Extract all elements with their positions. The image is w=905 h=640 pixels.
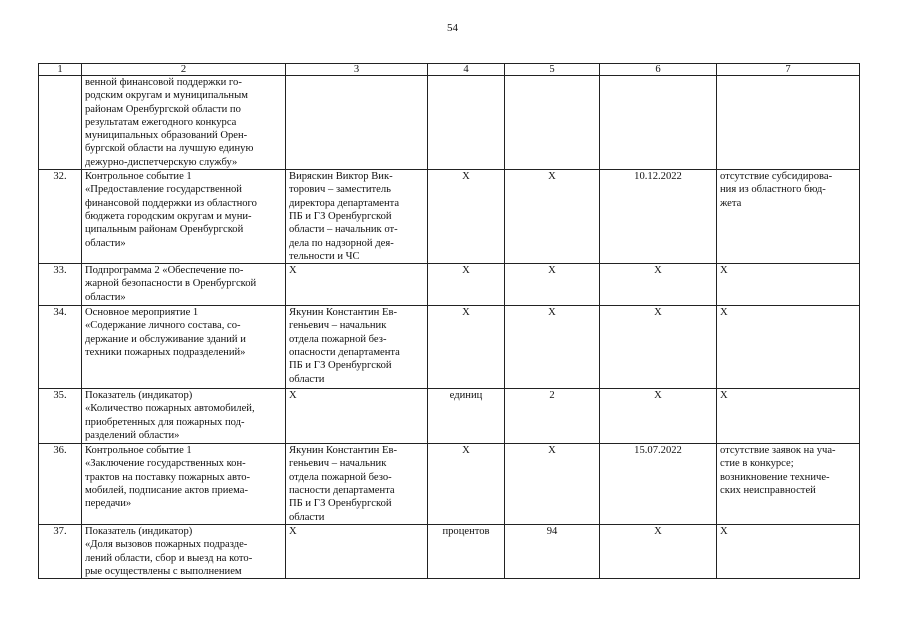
row-responsible: Якунин Константин Ев- геньевич – начальник отдела пожарной без- опасности департамента ПБ и ГЗ Оренбургской области <box>286 306 428 389</box>
row-date: Х <box>600 306 717 389</box>
row-number: 33. <box>39 264 82 306</box>
table-row <box>39 306 860 389</box>
column-header: 4 <box>428 64 505 76</box>
column-header: 7 <box>717 64 860 76</box>
row-responsible: Х <box>286 264 428 306</box>
row-number <box>39 76 82 170</box>
row-value: Х <box>505 170 600 264</box>
row-responsible: Виряскин Виктор Вик- торович – заместитель директора департамента ПБ и ГЗ Оренбургской области – начальник от- дела по надзорной дея- тельности и ЧС <box>286 170 428 264</box>
row-risk: отсутствие субсидирова- ния из областного бюд- жета <box>717 170 860 264</box>
row-date <box>600 76 717 170</box>
row-unit: единиц <box>428 389 505 444</box>
row-name: Подпрограмма 2 «Обеспечение по- жарной безопасности в Оренбургской области» <box>82 264 286 306</box>
row-number: 34. <box>39 306 82 389</box>
row-number: 37. <box>39 525 82 579</box>
row-date: Х <box>600 525 717 579</box>
row-value <box>505 76 600 170</box>
column-header: 2 <box>82 64 286 76</box>
row-risk: Х <box>717 525 860 579</box>
row-value: 2 <box>505 389 600 444</box>
row-date: Х <box>600 389 717 444</box>
row-value: Х <box>505 306 600 389</box>
table-row <box>39 525 860 579</box>
row-unit: Х <box>428 306 505 389</box>
header-row <box>39 64 860 76</box>
row-unit <box>428 76 505 170</box>
page-number: 54 <box>447 22 458 34</box>
row-value: 94 <box>505 525 600 579</box>
table-row <box>39 264 860 306</box>
row-responsible: Х <box>286 525 428 579</box>
column-header: 1 <box>39 64 82 76</box>
row-date: Х <box>600 264 717 306</box>
table-row <box>39 170 860 264</box>
row-date: 15.07.2022 <box>600 444 717 525</box>
row-risk <box>717 76 860 170</box>
row-name: Контрольное событие 1 «Предоставление государственной финансовой поддержки из областного бюджета городским округам и муни- ципальным районам Оренбургской области» <box>82 170 286 264</box>
row-unit: Х <box>428 264 505 306</box>
row-name: Показатель (индикатор) «Доля вызовов пожарных подразде- лений области, сбор и выезд на кото- рые осуществлены с выполнением <box>82 525 286 579</box>
row-name: Контрольное событие 1 «Заключение государственных кон- трактов на поставку пожарных авто- мобилей, подписание актов приема- передачи» <box>82 444 286 525</box>
row-responsible: Х <box>286 389 428 444</box>
table-row <box>39 76 860 170</box>
column-header: 6 <box>600 64 717 76</box>
table-row <box>39 389 860 444</box>
row-number: 36. <box>39 444 82 525</box>
column-header: 5 <box>505 64 600 76</box>
row-unit: Х <box>428 444 505 525</box>
row-value: Х <box>505 264 600 306</box>
row-name: Показатель (индикатор) «Количество пожарных автомобилей, приобретенных для пожарных под- разделений области» <box>82 389 286 444</box>
row-number: 32. <box>39 170 82 264</box>
row-risk: Х <box>717 389 860 444</box>
row-risk: Х <box>717 306 860 389</box>
table-row <box>39 444 860 525</box>
row-name: Основное мероприятие 1 «Содержание личного состава, со- держание и обслуживание зданий и техники пожарных подразделений» <box>82 306 286 389</box>
row-value: Х <box>505 444 600 525</box>
row-date: 10.12.2022 <box>600 170 717 264</box>
row-responsible <box>286 76 428 170</box>
row-responsible: Якунин Константин Ев- геньевич – начальник отдела пожарной безо- пасности департамента ПБ и ГЗ Оренбургской области <box>286 444 428 525</box>
column-header: 3 <box>286 64 428 76</box>
row-number: 35. <box>39 389 82 444</box>
events-table <box>38 63 860 579</box>
row-risk: Х <box>717 264 860 306</box>
row-unit: процентов <box>428 525 505 579</box>
row-risk: отсутствие заявок на уча- стие в конкурсе; возникновение техниче- ских неисправностей <box>717 444 860 525</box>
row-name: венной финансовой поддержки го- родским округам и муниципальным районам Оренбургской области по результатам ежегодного конкурса муниципальных образований Орен- бургской области на лучшую единую дежурно-диспетчерскую службу» <box>82 76 286 170</box>
row-unit: Х <box>428 170 505 264</box>
